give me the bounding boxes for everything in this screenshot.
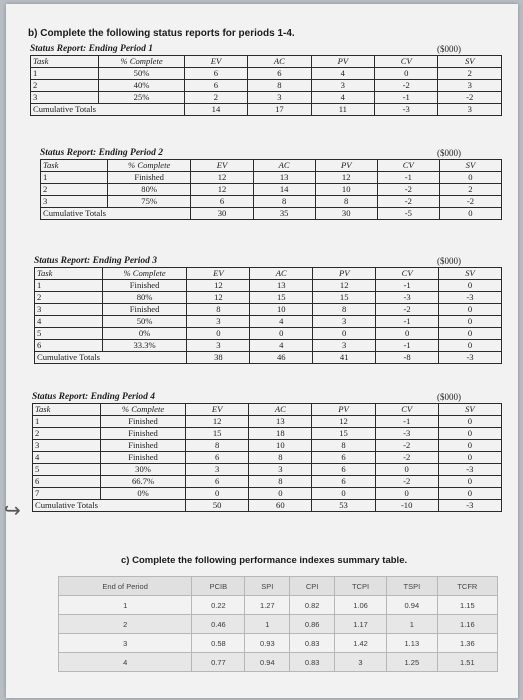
report-unit: ($000)	[437, 148, 461, 158]
table-cell: -2	[375, 476, 438, 488]
table-cell: 0.86	[290, 615, 335, 634]
table-cell: 2	[41, 184, 108, 196]
table-cell: 6	[191, 196, 253, 208]
table-cell: -2	[439, 196, 501, 208]
totals-cell: 50	[186, 500, 249, 512]
totals-cell: -8	[376, 352, 439, 364]
table-row	[41, 196, 502, 208]
table-cell: 2	[31, 80, 99, 92]
table-cell: 0	[439, 280, 502, 292]
report-header-row	[33, 404, 502, 416]
table-cell: Finished	[101, 440, 186, 452]
table-cell: 2	[35, 292, 103, 304]
report-header-row	[35, 268, 502, 280]
table-cell: 12	[312, 416, 375, 428]
table-cell: 3	[187, 316, 250, 328]
table-cell: 13	[249, 416, 312, 428]
table-cell: 18	[249, 428, 312, 440]
table-cell: 0	[439, 328, 502, 340]
column-header: PV	[312, 404, 375, 416]
table-cell: 6	[312, 452, 375, 464]
totals-cell: 14	[184, 104, 247, 116]
table-cell: 7	[33, 488, 101, 500]
table-cell: 0	[375, 464, 438, 476]
table-cell: 50%	[99, 68, 184, 80]
table-cell: 3	[313, 340, 376, 352]
table-cell: 1.06	[335, 596, 387, 615]
column-header: TSPI	[386, 577, 437, 596]
column-header: SPI	[245, 577, 290, 596]
table-cell: 0	[438, 416, 501, 428]
report-title: Status Report: Ending Period 4	[32, 392, 155, 402]
table-cell: 4	[311, 68, 374, 80]
report-unit: ($000)	[437, 256, 461, 266]
table-cell: -3	[375, 428, 438, 440]
table-cell: 3	[186, 464, 249, 476]
table-cell: 0	[438, 428, 501, 440]
totals-row	[35, 352, 502, 364]
table-row	[31, 80, 502, 92]
table-cell: 0.77	[192, 653, 245, 672]
table-row	[35, 280, 502, 292]
totals-label: Cumulative Totals	[41, 208, 191, 220]
table-cell: Finished	[107, 172, 191, 184]
column-header: PCIB	[192, 577, 245, 596]
table-cell: 5	[35, 328, 103, 340]
table-cell: 0	[438, 452, 501, 464]
table-cell: 0	[438, 476, 501, 488]
column-header: SV	[439, 160, 501, 172]
table-cell: 0	[313, 328, 376, 340]
table-cell: 0	[438, 440, 501, 452]
table-row	[33, 464, 502, 476]
table-cell: -3	[439, 292, 502, 304]
table-row	[35, 316, 502, 328]
table-cell: 6	[248, 68, 311, 80]
table-cell: 12	[187, 292, 250, 304]
table-cell: 0	[439, 316, 502, 328]
totals-cell: -5	[377, 208, 439, 220]
cursor-arrow-icon: ↪	[4, 498, 21, 522]
table-cell: -3	[376, 292, 439, 304]
totals-cell: 17	[248, 104, 311, 116]
totals-label: Cumulative Totals	[31, 104, 185, 116]
table-cell: 3	[41, 196, 108, 208]
table-cell: 3	[438, 80, 502, 92]
column-header: EV	[187, 268, 250, 280]
column-header: CV	[377, 160, 439, 172]
totals-row	[41, 208, 502, 220]
column-header: CV	[375, 56, 438, 68]
table-cell: 6	[35, 340, 103, 352]
table-cell: 1.13	[386, 634, 437, 653]
totals-cell: 11	[311, 104, 374, 116]
table-cell: 1.27	[245, 596, 290, 615]
table-cell: 40%	[99, 80, 184, 92]
totals-cell: -3	[439, 352, 502, 364]
table-row	[33, 452, 502, 464]
table-cell: 0.82	[290, 596, 335, 615]
table-cell: Finished	[101, 452, 186, 464]
table-cell: 3	[335, 653, 387, 672]
table-row	[59, 653, 498, 672]
table-cell: Finished	[101, 416, 186, 428]
column-header: TCPI	[335, 577, 387, 596]
table-cell: 6	[33, 476, 101, 488]
table-cell: -1	[376, 316, 439, 328]
table-cell: 12	[315, 172, 377, 184]
column-header: Task	[31, 56, 99, 68]
totals-cell: -10	[375, 500, 438, 512]
table-cell: 6	[312, 476, 375, 488]
table-row	[59, 615, 498, 634]
table-cell: 14	[253, 184, 315, 196]
table-cell: 6	[186, 476, 249, 488]
table-cell: 0.46	[192, 615, 245, 634]
table-cell: 1.15	[437, 596, 497, 615]
table-cell: 0	[375, 488, 438, 500]
table-cell: 10	[315, 184, 377, 196]
table-cell: 3	[313, 316, 376, 328]
table-row	[31, 92, 502, 104]
totals-cell: 3	[438, 104, 502, 116]
table-cell: -3	[438, 464, 501, 476]
table-cell: 8	[315, 196, 377, 208]
totals-cell: 41	[313, 352, 376, 364]
table-cell: 3	[248, 92, 311, 104]
report-unit: ($000)	[437, 44, 461, 54]
table-row	[33, 440, 502, 452]
table-cell: 8	[187, 304, 250, 316]
table-row	[35, 328, 502, 340]
table-row	[35, 304, 502, 316]
table-cell: 4	[59, 653, 192, 672]
table-cell: 2	[59, 615, 192, 634]
totals-row	[31, 104, 502, 116]
table-cell: -1	[376, 280, 439, 292]
table-cell: -1	[376, 340, 439, 352]
column-header: EV	[184, 56, 247, 68]
report-unit: ($000)	[437, 392, 461, 402]
column-header: EV	[191, 160, 253, 172]
table-cell: 10	[249, 440, 312, 452]
totals-cell: 30	[191, 208, 253, 220]
table-cell: 6	[312, 464, 375, 476]
table-cell: 0	[187, 328, 250, 340]
status-report-table	[30, 55, 502, 116]
totals-label: Cumulative Totals	[33, 500, 186, 512]
table-cell: -2	[377, 196, 439, 208]
column-header: % Complete	[102, 268, 187, 280]
table-cell: 0	[439, 340, 502, 352]
totals-label: Cumulative Totals	[35, 352, 187, 364]
table-cell: 30%	[101, 464, 186, 476]
table-row	[41, 172, 502, 184]
table-cell: 3	[31, 92, 99, 104]
table-cell: 13	[253, 172, 315, 184]
part-c-heading: c) Complete the following performance indexes summary table.	[121, 555, 408, 566]
table-cell: 75%	[107, 196, 191, 208]
table-cell: 1.36	[437, 634, 497, 653]
column-header: CV	[376, 268, 439, 280]
table-cell: 33.3%	[102, 340, 187, 352]
table-cell: 2	[33, 428, 101, 440]
column-header: PV	[313, 268, 376, 280]
table-cell: 1.16	[437, 615, 497, 634]
table-cell: -2	[438, 92, 502, 104]
table-cell: -1	[377, 172, 439, 184]
table-cell: 1	[35, 280, 103, 292]
column-header: % Complete	[99, 56, 184, 68]
table-cell: 0.83	[290, 653, 335, 672]
totals-cell: 30	[315, 208, 377, 220]
table-cell: 6	[184, 68, 247, 80]
table-cell: 0	[439, 172, 501, 184]
table-cell: Finished	[101, 428, 186, 440]
table-cell: 1	[386, 615, 437, 634]
table-cell: 8	[248, 80, 311, 92]
table-row	[31, 68, 502, 80]
table-cell: 0.94	[245, 653, 290, 672]
table-cell: 3	[35, 304, 103, 316]
table-cell: 12	[186, 416, 249, 428]
column-header: TCFR	[437, 577, 497, 596]
status-report-table	[34, 267, 502, 364]
table-row	[33, 416, 502, 428]
table-cell: 0	[249, 488, 312, 500]
table-row	[33, 476, 502, 488]
table-cell: 15	[313, 292, 376, 304]
column-header: % Complete	[101, 404, 186, 416]
table-cell: 3	[33, 440, 101, 452]
report-title: Status Report: Ending Period 3	[34, 256, 157, 266]
table-cell: 15	[312, 428, 375, 440]
table-cell: 2	[184, 92, 247, 104]
table-cell: 1.25	[386, 653, 437, 672]
totals-row	[33, 500, 502, 512]
totals-cell: 53	[312, 500, 375, 512]
table-cell: 4	[33, 452, 101, 464]
table-cell: 1	[33, 416, 101, 428]
table-cell: 8	[312, 440, 375, 452]
table-cell: 0.93	[245, 634, 290, 653]
table-cell: -2	[375, 80, 438, 92]
table-cell: 8	[253, 196, 315, 208]
table-cell: 3	[59, 634, 192, 653]
table-row	[35, 340, 502, 352]
table-cell: 12	[191, 184, 253, 196]
table-cell: 4	[311, 92, 374, 104]
table-cell: -2	[375, 452, 438, 464]
table-cell: 1.17	[335, 615, 387, 634]
column-header: AC	[248, 56, 311, 68]
column-header: PV	[311, 56, 374, 68]
column-header: PV	[315, 160, 377, 172]
table-cell: 8	[313, 304, 376, 316]
status-report-table	[40, 159, 502, 220]
table-cell: 0	[438, 488, 501, 500]
table-cell: 1	[41, 172, 108, 184]
table-cell: Finished	[102, 280, 187, 292]
table-cell: 0%	[101, 488, 186, 500]
table-cell: 10	[250, 304, 313, 316]
column-header: % Complete	[107, 160, 191, 172]
totals-cell: 46	[250, 352, 313, 364]
table-cell: 2	[438, 68, 502, 80]
totals-cell: 0	[439, 208, 501, 220]
table-cell: 1	[245, 615, 290, 634]
table-row	[35, 292, 502, 304]
column-header: SV	[438, 56, 502, 68]
table-cell: 0.22	[192, 596, 245, 615]
column-header: Task	[33, 404, 101, 416]
table-cell: 5	[33, 464, 101, 476]
worksheet-page	[6, 4, 518, 698]
table-cell: 12	[313, 280, 376, 292]
column-header: SV	[438, 404, 501, 416]
table-cell: 50%	[102, 316, 187, 328]
table-cell: -2	[375, 440, 438, 452]
column-header: AC	[253, 160, 315, 172]
table-cell: 2	[439, 184, 501, 196]
table-cell: 0	[376, 328, 439, 340]
table-cell: 3	[311, 80, 374, 92]
report-title: Status Report: Ending Period 1	[30, 44, 153, 54]
report-title: Status Report: Ending Period 2	[40, 148, 163, 158]
table-cell: 0.83	[290, 634, 335, 653]
table-cell: 0	[312, 488, 375, 500]
table-cell: -1	[375, 416, 438, 428]
status-report-table	[32, 403, 502, 512]
perf-header-row	[59, 577, 498, 596]
table-cell: 12	[191, 172, 253, 184]
column-header: EV	[186, 404, 249, 416]
table-row	[59, 634, 498, 653]
table-cell: 1.51	[437, 653, 497, 672]
column-header: CV	[375, 404, 438, 416]
table-cell: 6	[186, 452, 249, 464]
table-row	[59, 596, 498, 615]
column-header: Task	[35, 268, 103, 280]
column-header: AC	[249, 404, 312, 416]
table-cell: 0	[375, 68, 438, 80]
totals-cell: 38	[187, 352, 250, 364]
table-cell: 13	[250, 280, 313, 292]
table-cell: -1	[375, 92, 438, 104]
table-row	[33, 428, 502, 440]
report-header-row	[41, 160, 502, 172]
table-cell: 1.42	[335, 634, 387, 653]
table-cell: 8	[249, 476, 312, 488]
table-cell: 15	[186, 428, 249, 440]
table-cell: 0.58	[192, 634, 245, 653]
column-header: End of Period	[59, 577, 192, 596]
part-b-heading: b) Complete the following status reports for periods 1-4.	[28, 28, 295, 39]
totals-cell: 60	[249, 500, 312, 512]
table-cell: 0	[186, 488, 249, 500]
table-row	[33, 488, 502, 500]
table-cell: 80%	[107, 184, 191, 196]
table-cell: 0.94	[386, 596, 437, 615]
table-cell: 1	[59, 596, 192, 615]
table-cell: 6	[184, 80, 247, 92]
column-header: Task	[41, 160, 108, 172]
table-cell: 8	[186, 440, 249, 452]
table-cell: -2	[377, 184, 439, 196]
table-cell: 25%	[99, 92, 184, 104]
table-cell: 4	[250, 340, 313, 352]
report-header-row	[31, 56, 502, 68]
table-cell: 3	[187, 340, 250, 352]
table-cell: 4	[250, 316, 313, 328]
table-row	[41, 184, 502, 196]
performance-index-table	[58, 576, 498, 672]
table-cell: 0%	[102, 328, 187, 340]
table-cell: -2	[376, 304, 439, 316]
column-header: AC	[250, 268, 313, 280]
table-cell: Finished	[102, 304, 187, 316]
table-cell: 80%	[102, 292, 187, 304]
column-header: SV	[439, 268, 502, 280]
totals-cell: -3	[375, 104, 438, 116]
table-cell: 15	[250, 292, 313, 304]
totals-cell: -3	[438, 500, 501, 512]
table-cell: 0	[250, 328, 313, 340]
column-header: CPI	[290, 577, 335, 596]
table-cell: 0	[439, 304, 502, 316]
table-cell: 1	[31, 68, 99, 80]
totals-cell: 35	[253, 208, 315, 220]
table-cell: 66.7%	[101, 476, 186, 488]
table-cell: 8	[249, 452, 312, 464]
table-cell: 4	[35, 316, 103, 328]
table-cell: 12	[187, 280, 250, 292]
table-cell: 3	[249, 464, 312, 476]
